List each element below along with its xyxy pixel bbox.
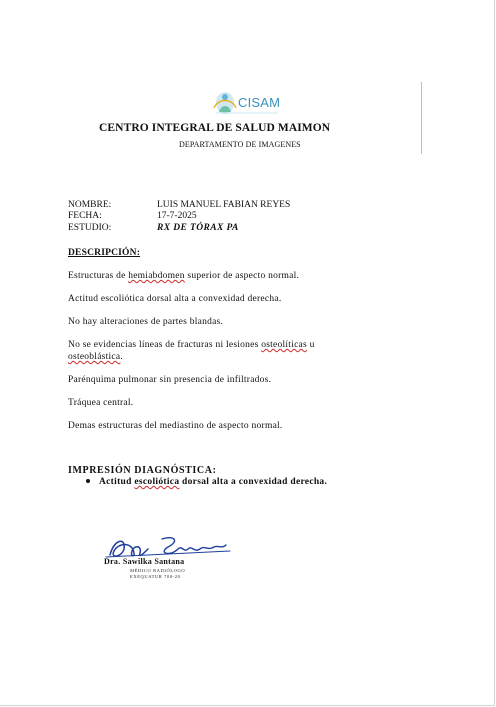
finding-paragraph: Parénquima pulmonar sin presencia de infiltrados. <box>68 375 272 385</box>
finding-text: osteolíticas <box>261 340 307 350</box>
signature-name: Dra. Sawilka Santana <box>104 557 185 566</box>
date-label: FECHA: <box>68 211 102 221</box>
header-divider <box>421 82 422 154</box>
signature-role: MÉDICO RADIÓLOGO <box>130 568 186 573</box>
impression-list-item <box>86 477 327 487</box>
finding-text: hemiabdomen <box>128 271 185 281</box>
center-title: CENTRO INTEGRAL DE SALUD MAIMON <box>99 122 331 134</box>
bullet-icon <box>86 479 90 483</box>
finding-text: u <box>306 340 315 350</box>
finding-paragraph: Tráquea central. <box>68 398 134 408</box>
impression-text: escoliótica <box>134 477 180 487</box>
finding-text: No se evidencias líneas de fracturas ni lesiones <box>68 340 262 350</box>
description-heading: DESCRIPCIÓN: <box>68 248 141 258</box>
impression-text: dorsal alta a convexidad derecha. <box>179 477 328 487</box>
department-subtitle: DEPARTAMENTO DE IMAGENES <box>179 140 301 149</box>
finding-paragraph: Demas estructuras del mediastino de aspecto normal. <box>68 421 283 431</box>
name-value: LUIS MANUEL FABIAN REYES <box>157 200 291 210</box>
finding-text: superior de aspecto normal. <box>184 271 300 281</box>
date-value: 17-7-2025 <box>157 211 197 221</box>
finding-text: . <box>120 352 123 362</box>
name-label: NOMBRE: <box>68 200 112 210</box>
finding-paragraph: Actitud escoliótica dorsal alta a convexidad derecha. <box>68 294 282 304</box>
logo-wordmark: CISAM <box>238 95 281 110</box>
finding-paragraph <box>68 339 388 363</box>
finding-paragraph: No hay alteraciones de partes blandas. <box>68 317 224 327</box>
finding-text: osteoblástica <box>68 352 121 362</box>
study-label: ESTUDIO: <box>68 223 112 233</box>
finding-paragraph <box>68 270 378 282</box>
signature-exequatur: EXEQUATUR 700-20 <box>130 574 181 579</box>
finding-text: Estructuras de <box>68 271 129 281</box>
study-value: RX DE TÓRAX PA <box>157 223 239 233</box>
impression-heading: IMPRESIÓN DIAGNÓSTICA: <box>68 465 217 476</box>
impression-text: Actitud <box>99 477 135 487</box>
